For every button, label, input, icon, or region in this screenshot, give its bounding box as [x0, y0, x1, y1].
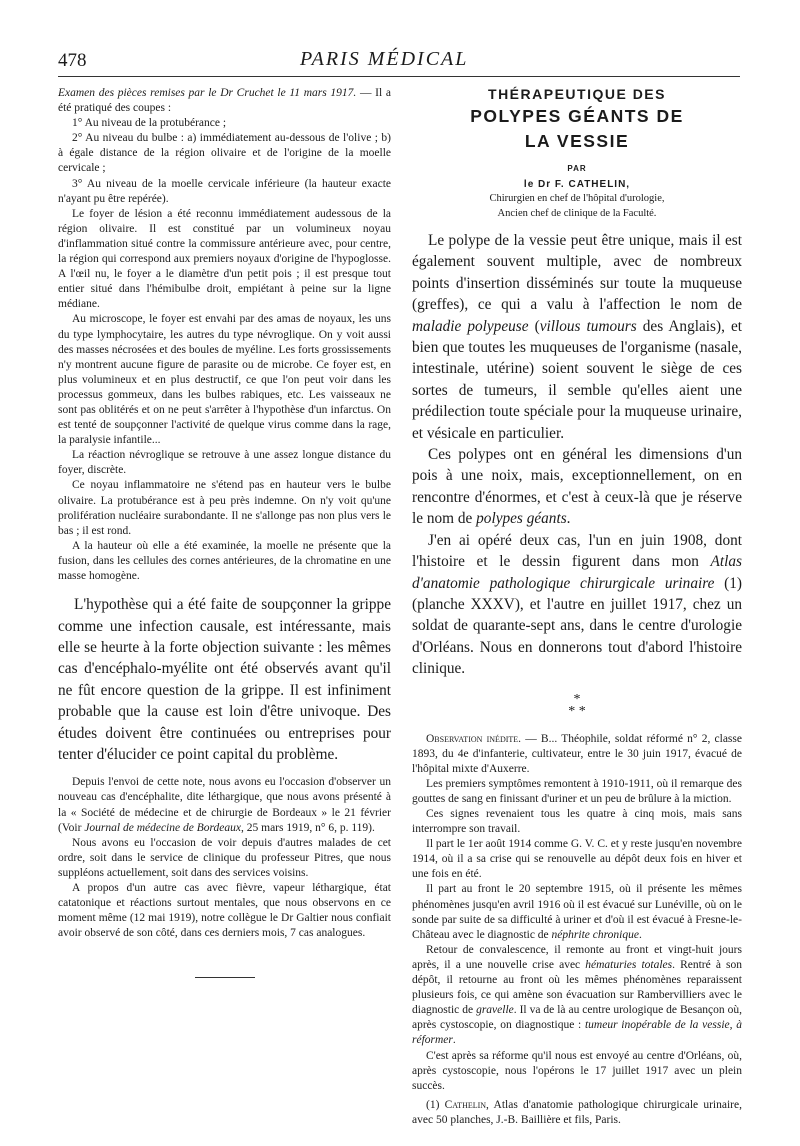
part2-text-b: . [638, 928, 642, 941]
paragraph-premiers: Les premiers symptômes remontent à 1910-1911, où il remarque des gouttes de sang en finissant d'uriner et un peu de brûlure à la miction. [412, 777, 742, 805]
title-line-3: LA VESSIE [524, 131, 630, 151]
p1-text-c: des Anglais), et bien que toutes les muqueuses de l'organisme (nasale, intestinale, utérine) soient souvent le siège de ces sortes de tumeurs, il semble qu'elles aient une prédilection toute spéciale pour la muqueuse urinaire, et vésicale en particulier. [412, 317, 742, 442]
part2-text-a: Il part au front le 20 septembre 1915, où il présente les mêmes phénomènes jusqu'en avril 1916 où il est évacué sur Lunéville, où on le sonde par suite de sa difficulté à uriner et d'où il est évacué à Fresne-le-Château avec le diagnostic de [412, 883, 742, 941]
intro-paragraph-3 [412, 530, 742, 680]
addendum-section [58, 775, 391, 941]
article-title-block [412, 86, 742, 220]
p2-text-b: . [566, 510, 571, 528]
author-affiliation-2: Ancien chef de clinique de la Faculté. [497, 208, 657, 219]
paragraph-foyer: Le foyer de lésion a été reconnu immédiatement audessous de la région olivaire. Il est constitué par un volumineux noyau d'inflammation situé contre la commissure antérieure avec, pour centre, la région qui correspond aux premiers noyaux d'origine de l'hypoglosse. A l'œil nu, le foyer a le diamètre d'un petit pois ; il est presque tout entier situé dans l'hémibulbe droit, empiétant à peine sur la ligne médiane. [58, 207, 391, 311]
paragraph-signes: Ces signes revenaient tous les quatre à cinq mois, mais sans interrompre son travail. [412, 808, 742, 836]
author-affiliation-1: Chirurgien en chef de l'hôpital d'urologie, [489, 193, 665, 204]
retour-em-1: hématuries totales [585, 958, 673, 971]
intro-paragraph-1 [412, 230, 742, 444]
footnote-label: (1) Cathelin, [426, 1098, 489, 1111]
p3-em: Atlas d'anatomie pathologique chirurgicale urinaire [412, 553, 742, 592]
journal-title: Journal de médecine de Bordeaux [84, 821, 241, 834]
intro-paragraph-2 [412, 444, 742, 530]
exam-intro-italic: Examen des pièces remises par le Dr Cruchet le 11 mars 1917. [58, 87, 357, 99]
paragraph-retour [412, 943, 742, 1049]
p2-em: polypes géants [476, 510, 567, 528]
asterism-top: * [573, 691, 581, 707]
paragraph-nous: Nous avons eu l'occasion de voir depuis d'autres malades de cet ordre, soit dans le service de clinique du professeur Pitres, que nous suppléons actuellement, soit dans des services voisins. [58, 836, 391, 879]
part2-em: néphrite chronique [551, 928, 639, 941]
p2-text-a: Ces polypes ont en général les dimensions d'un pois à une noix, mais, exceptionnellement, on en rencontre d'énormes, et c'est à ceux-là que je réserve le nom de [412, 446, 742, 528]
hypothesis-section [58, 594, 391, 765]
retour-text-c: . Il va de là au centre urologique de Besançon où, après cystoscopie, on diagnostique : [412, 1004, 742, 1032]
p1-em-2: villous tumours [539, 317, 637, 335]
exam-report [58, 86, 391, 584]
exam-item-1: 1° Au niveau de la protubérance ; [72, 117, 227, 130]
footnote [412, 1098, 742, 1128]
paragraph-propos: A propos d'un autre cas avec fièvre, vapeur léthargique, état catatonique et réactions surtout mentales, que nous observons en ce moment même (12 mai 1919), notre collègue le Dr Galtier nous confiait avoir observé de son côté, dans ces derniers mois, 7 cas analogues. [58, 882, 391, 940]
paragraph-depuis [58, 775, 391, 835]
footnote-rest: Atlas d'anatomie pathologique chirurgicale urinaire, avec 50 planches, J.-B. Baillière et fils, Paris. [412, 1098, 742, 1126]
title-line-2: POLYPES GÉANTS DE [470, 106, 684, 126]
depuis-text-a: Depuis l'envoi de cette note, nous avons eu l'occasion d'observer un nouveau cas d'encéphalite, dite léthargique, que nous avons présenté à la « Société de médecine et de chirurgie de Bordeaux » le 21 février (Voir [58, 776, 391, 834]
paragraph-part-1915 [412, 882, 742, 942]
right-column [412, 86, 742, 1128]
p3-text-a: J'en ai opéré deux cas, l'un en juin 1908, dont l'histoire et le dessin figurent dans mon [412, 531, 742, 571]
observation-section [412, 732, 742, 1128]
header-rule [58, 76, 740, 77]
paragraph-part-1914: Il part le 1er août 1914 comme G. V. C. et y reste jusqu'en novembre 1914, où il a sa crise qui se renouvelle au dépôt deux fois en hiver et une fois en été. [412, 838, 742, 881]
byline-par: PAR [567, 164, 587, 173]
exam-intro [58, 86, 391, 116]
paragraph-hauteur: A la hauteur où elle a été examinée, la moelle ne présente que la fusion, dans les cellules des cornes antérieures, de la chromatine en une masse homogène. [58, 539, 391, 582]
observation-rest: — B... Théophile, soldat réformé n° 2, classe 1893, du 4e d'infanterie, cultivateur, entre le 30 juin 1917, évacué de l'hôpital mixte d'Auxerre. [412, 732, 742, 775]
paragraph-reforme: C'est après sa réforme qu'il nous est envoyé au centre d'Orléans, où, après cystoscopie, nous l'opérons le 17 juillet 1917 avec un plein succès. [412, 1049, 742, 1092]
left-column [58, 86, 391, 978]
p1-em-1: maladie polypeuse [412, 317, 529, 335]
end-rule [195, 977, 255, 978]
exam-intro-rest: — Il a été pratiqué des coupes : [58, 87, 391, 115]
exam-item-2: 2° Au niveau du bulbe : a) immédiatement au-dessous de l'olive ; b) à égale distance de la région olivaire et de l'origine de la moelle cervicale ; [58, 132, 391, 175]
p1-text-b: ( [528, 317, 540, 335]
author-name: le Dr F. CATHELIN, [523, 179, 631, 190]
exam-item-3: 3° Au niveau de la moelle cervicale inférieure (la hauteur exacte n'ayant pu être repérée). [58, 177, 391, 205]
asterism [412, 691, 742, 719]
retour-text-d: . [452, 1034, 456, 1047]
paragraph-hypothese: L'hypothèse qui a été faite de soupçonner la grippe comme une infection causale, est intéressante, mais elle se heurte à la forte objection suivante : les mêmes cas d'encéphalo-myélite ont été observés avant qu'il ne fût encore question de la grippe. Il est infiniment probable que la cause est loin d'être univoque. Des études doivent être continuées ou entreprises pour tenter d'élucider ce point capital du problème. [58, 596, 391, 763]
observation-label: Observation inédite. [426, 732, 522, 745]
p1-text-a: Le polype de la vessie peut être unique, mais il est également souvent multiple, avec de nombreux points d'insertion disséminés sur toute la muqueuse (greffes), ce qui a valu à l'affection le nom de [412, 232, 742, 314]
observation-intro [412, 732, 742, 777]
paragraph-microscope: Au microscope, le foyer est envahi par des amas de noyaux, les uns du type lymphocytaire, les autres du type névroglique. On y voit aussi des masses nécrosées et des boules de myéline. Les forts grossissements n'y montrent aucune figure de parasite ou de microbe. Ce foyer est, en plus volumineux et en plus destructif, ce que l'on peut voir dans les processus gommeux, dans les bulbes rabiques, etc. Les vaisseaux ne sont pas oblitérés et on ne peut s'arrêter à l'hypothèse d'un infarctus. On est tenté de soupçonner l'activité de quelque virus comme dans la rage, la paralysie infantile... [58, 313, 391, 447]
retour-em-3: tumeur inopérable de la vessie, à réformer [412, 1019, 742, 1047]
title-line-1: THÉRAPEUTIQUE DES [488, 86, 666, 102]
depuis-text-b: , 25 mars 1919, n° 6, p. 119). [241, 821, 375, 834]
p3-text-b: (1) (planche XXXV), et l'autre en juillet 1917, chez un soldat de quarante-sept ans, dans le centre d'urologie d'Orléans. Nous en donnerons tout d'abord l'histoire clinique. [412, 574, 742, 678]
article-intro [412, 230, 742, 680]
retour-em-2: gravelle [476, 1004, 514, 1017]
paragraph-reaction: La réaction névroglique se retrouve à une assez longue distance du foyer, discrète. [58, 449, 391, 477]
paragraph-noyau: Ce noyau inflammatoire ne s'étend pas en hauteur vers le bulbe olivaire. La protubérance est à peu près indemne. On n'y voit qu'une prolifération nucléaire surabondante. Il ne s'allonge pas non plus vers le bas ; il est rond. [58, 479, 391, 537]
running-title: PARIS MÉDICAL [300, 48, 469, 70]
retour-text-b: . Rentré à son dépôt, il retourne au front où les mêmes phénomènes reparaissent plusieurs fois, ce qui amène son évacuation sur Rambervilliers avec le diagnostic de [412, 958, 743, 1017]
asterism-bottom: * * [568, 703, 586, 719]
page-number: 478 [58, 50, 87, 71]
retour-text-a: Retour de convalescence, il remonte au front et vingt-huit jours après, il a une nouvelle crise avec [412, 943, 742, 971]
